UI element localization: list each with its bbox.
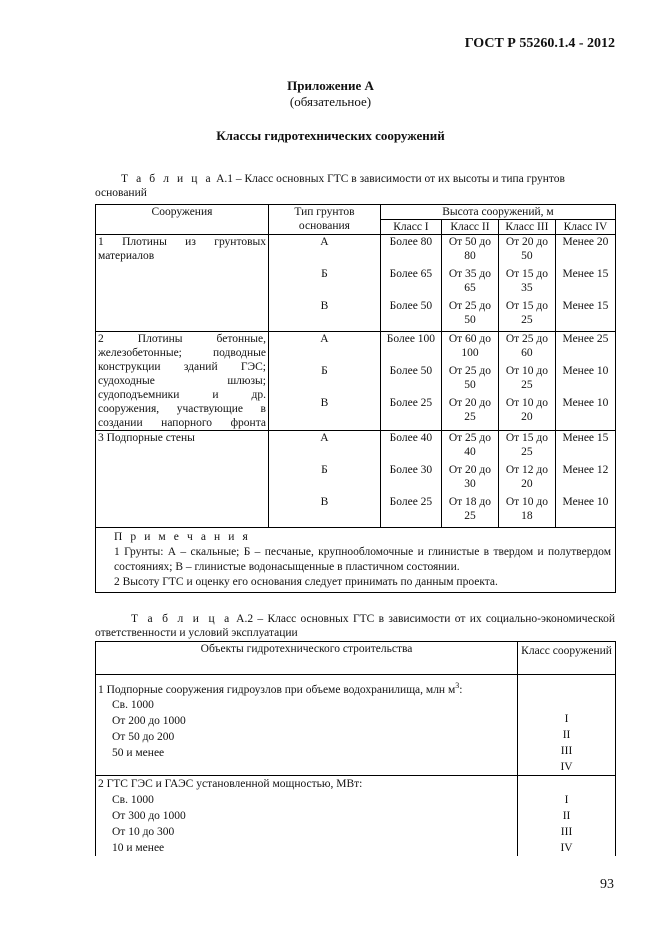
t1-value: От 12 до 20 [505,464,549,490]
t1-class2-cell [441,332,498,431]
t1-value: От 10 до 18 [505,496,549,522]
table1-caption [95,172,615,200]
t2-row-label: 50 и менее [112,746,165,759]
t1-value: От 50 до 80 [448,236,492,262]
t1-soil: А [320,236,329,248]
t1-value: Менее 20 [562,236,609,248]
t2-row-label: От 50 до 200 [112,730,175,743]
t1-soil: А [320,432,329,444]
t2-header-objects: Объекты гидротехнического строительства [96,642,518,675]
t1-soil: В [320,300,329,312]
t1-group-name: 3 Подпорные стены [96,431,269,528]
t1-value: Менее 10 [562,397,609,409]
t1-soil-cell [268,332,380,431]
t1-header-class-4: Класс IV [555,220,615,235]
t1-soil: Б [321,365,328,377]
t1-value: От 60 до 100 [448,333,492,359]
t2-row-label: От 10 до 300 [112,826,175,838]
t2-row-class: IV [560,761,573,773]
table1 [95,204,616,593]
t1-value: Менее 15 [562,432,609,444]
t1-value: Менее 10 [562,365,609,377]
t1-value: От 20 до 30 [448,464,492,490]
table1-caption-label: Т а б л и ц а [121,173,214,185]
t1-class3-cell [498,431,555,528]
t2-row-class: III [560,826,573,838]
t1-class1-cell [380,235,441,332]
t2-row-class: II [562,810,571,822]
t2-group-2-classes [518,776,616,857]
t1-value: Менее 25 [562,333,609,345]
t1-value: Менее 10 [562,496,609,508]
t1-value: От 18 до 25 [448,496,492,522]
t1-soil: Б [321,268,328,280]
t1-value: От 25 до 50 [448,300,492,326]
t2-row-class: I [564,794,569,806]
t1-value: Более 25 [389,496,433,508]
t1-class3-cell [498,235,555,332]
t1-value: От 25 до 60 [505,333,549,359]
t2-group-2 [96,776,518,857]
t2-group-1 [96,675,518,776]
t1-value: От 10 до 25 [505,365,549,391]
t1-note-2: 2 Высоту ГТС и оценку его основания следует принимать по данным проекта. [114,576,498,588]
t1-header-height: Высота сооружений, м [380,205,615,220]
t2-row-label: От 300 до 1000 [112,810,186,822]
t1-class2-cell [441,235,498,332]
t2-row-class: I [564,713,569,725]
t1-soil-cell [268,235,380,332]
t1-value: Более 25 [389,397,433,409]
t1-notes-title: П р и м е ч а н и я [114,531,251,543]
t1-value: Более 40 [389,432,433,444]
t1-value: От 15 до 35 [505,268,549,294]
appendix-subtitle: (обязательное) [289,94,372,109]
t1-value: От 20 до 25 [448,397,492,423]
table1-caption-text: А.1 – Класс основных ГТС в зависимости от их высоты и типа грунтов оснований [95,173,565,199]
t2-row-label: От 200 до 1000 [112,714,186,727]
standard-header: ГОСТ Р 55260.1.4 - 2012 [464,36,615,51]
t2-row-class: III [560,745,573,757]
t1-class1-cell [380,332,441,431]
t1-value: Более 50 [389,300,433,312]
t2-row-class: IV [560,842,573,854]
t1-header-soil: Тип грунтов основания [268,205,380,235]
table2-caption [95,612,615,640]
t1-header-structures: Сооружения [96,205,269,235]
t1-notes [96,528,616,593]
t1-value: От 35 до 65 [448,268,492,294]
t1-class4-cell [555,235,615,332]
t1-note-1: 1 Грунты: А – скальные; Б – песчаные, крупнообломочные и глинистые в твердом и полутвердом состояниях; В – глинистые водонасыщенные в пластичном состоянии. [114,546,611,573]
t1-group-row [96,431,616,528]
t1-value: Более 80 [389,236,433,248]
t1-soil-cell [268,431,380,528]
t1-soil: А [320,333,329,345]
t1-value: От 10 до 20 [505,397,549,423]
table2-caption-text: А.2 – Класс основных ГТС в зависимости от их социально-экономической ответственности и условий эксплуатации [95,613,615,639]
page-number: 93 [600,877,614,892]
t1-soil: Б [321,464,328,476]
t2-group-title-sup: 3 [455,681,460,690]
t1-value: Менее 15 [562,300,609,312]
t1-class4-cell [555,431,615,528]
t1-header-class-1: Класс I [380,220,441,235]
t1-value: Менее 12 [562,464,609,476]
t2-row-label: Св. 1000 [112,698,154,711]
t1-class4-cell [555,332,615,431]
t2-group-title-tail: : [459,683,463,696]
t1-group-name: 2 Плотины бетонные, железобетонные; подводные конструкции зданий ГЭС; судоходные шлюзы; судоподъемники и др. сооружения, участвующие в создании напорного фронта [96,332,269,431]
t1-value: Менее 15 [562,268,609,280]
t2-group-1-title [98,675,515,697]
t1-value: Более 65 [389,268,433,280]
t2-group-title-text: 1 Подпорные сооружения гидроузлов при объеме водохранилища, млн м [98,683,456,696]
t2-row-class: II [562,729,571,741]
t1-value: Более 30 [389,464,433,476]
t2-row-label: Св. 1000 [112,794,154,806]
t1-value: Более 50 [389,365,433,377]
t1-value: От 25 до 40 [448,432,492,458]
table2-caption-label: Т а б л и ц а [131,613,232,625]
t1-header-class-2: Класс II [441,220,498,235]
t1-header-class-3: Класс III [498,220,555,235]
t1-value: От 15 до 25 [505,432,549,458]
t1-group-row [96,235,616,332]
t1-class3-cell [498,332,555,431]
t1-value: От 15 до 25 [505,300,549,326]
appendix-title: Приложение А [287,78,374,93]
t2-group-1-classes [518,675,616,776]
t2-row-label: 10 и менее [112,842,165,854]
t1-class2-cell [441,431,498,528]
table2 [95,641,616,856]
t1-soil: В [320,397,329,409]
t1-group-row [96,332,616,431]
t1-value: От 20 до 50 [505,236,549,262]
t1-soil: В [320,496,329,508]
t2-group-2-title: 2 ГТС ГЭС и ГАЭС установленной мощностью, МВт: [98,778,363,790]
section-title: Классы гидротехнических сооружений [216,128,445,143]
t1-class1-cell [380,431,441,528]
t1-value: Более 100 [386,333,436,345]
t1-group-name: 1 Плотины из грунтовых материалов [96,235,269,332]
t1-value: От 25 до 50 [448,365,492,391]
t2-header-class: Класс сооружений [518,642,616,675]
